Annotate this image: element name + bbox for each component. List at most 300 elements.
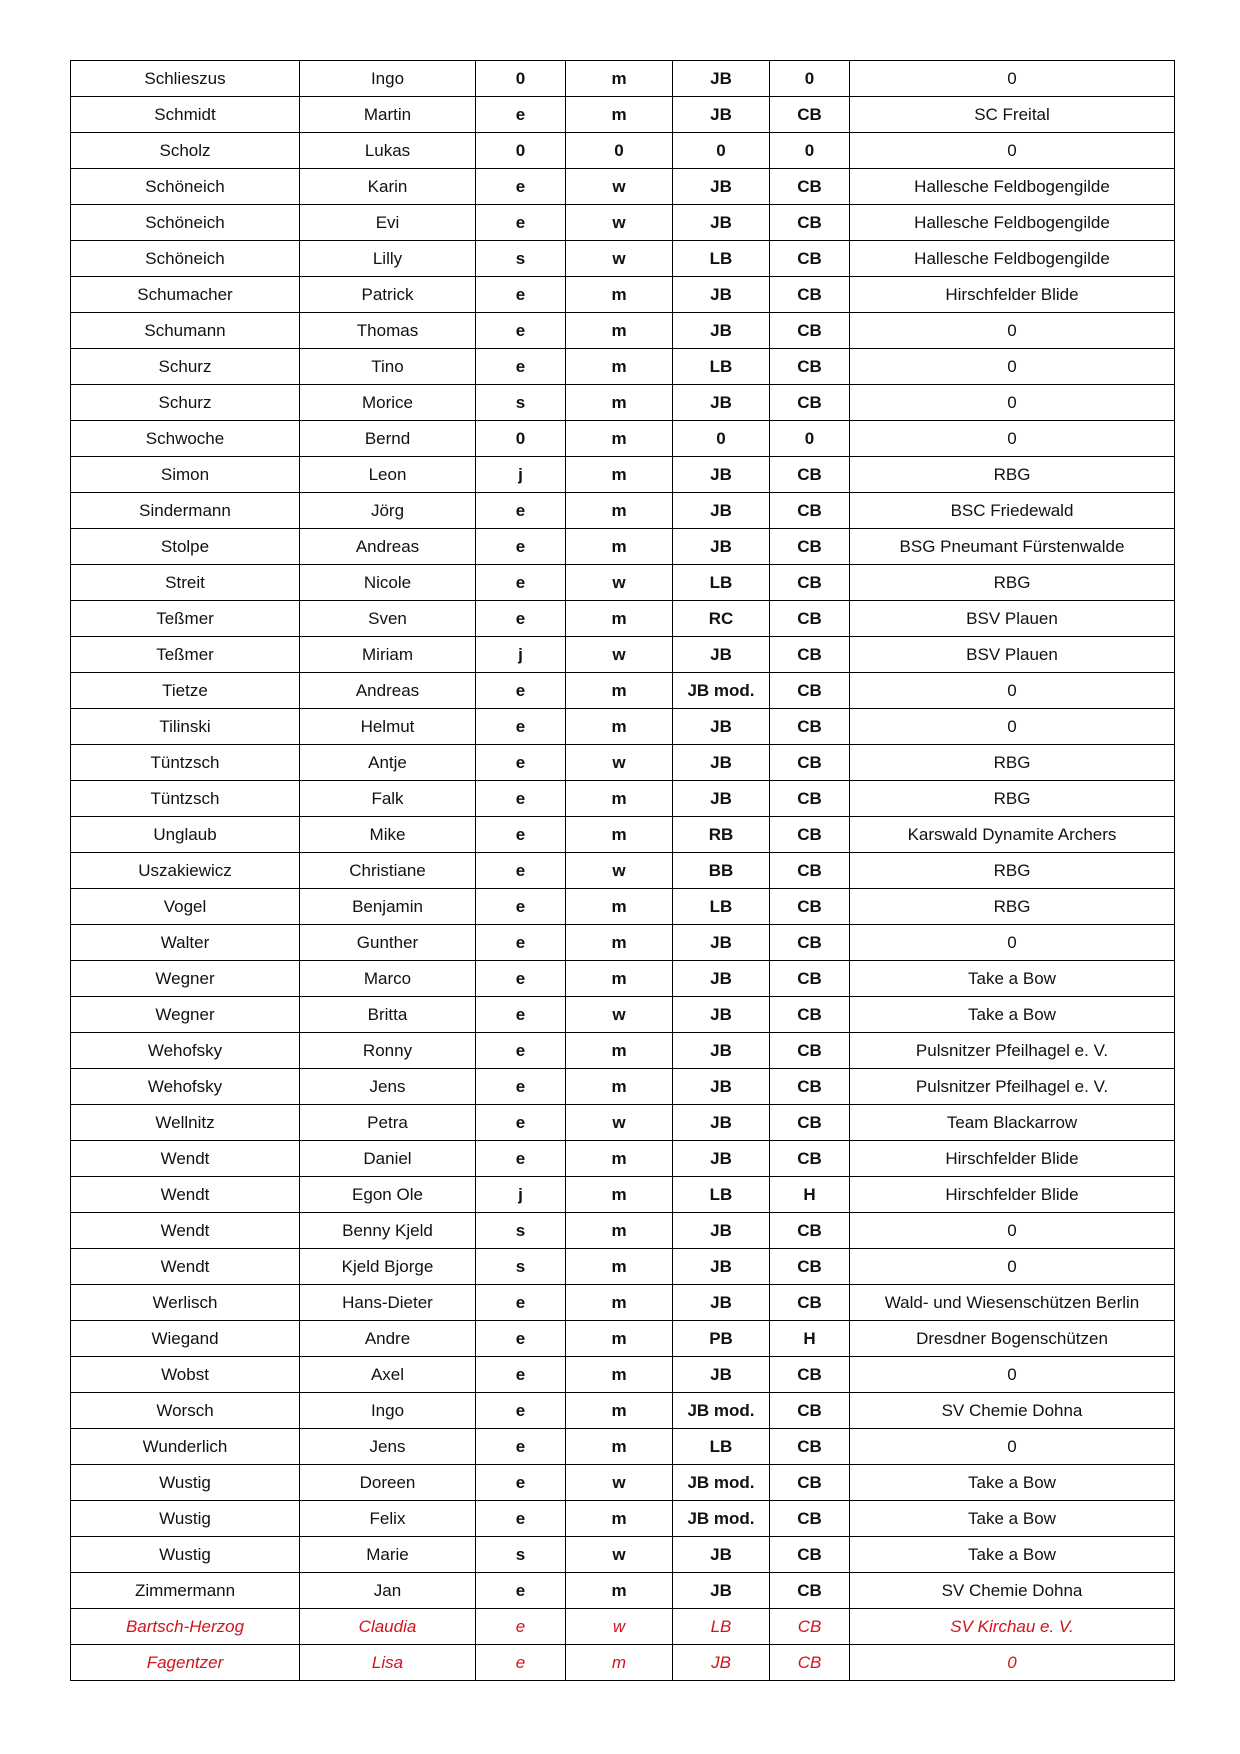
last-name-cell: Teßmer <box>71 637 300 673</box>
club-cell: RBG <box>850 781 1175 817</box>
table-row <box>71 745 1175 781</box>
table-row <box>71 1177 1175 1213</box>
division-cell: 0 <box>770 133 850 169</box>
gender-cell: w <box>566 637 673 673</box>
class-code-cell: e <box>476 1645 566 1681</box>
last-name-cell: Wustig <box>71 1537 300 1573</box>
class-code-cell: e <box>476 1393 566 1429</box>
last-name-cell: Teßmer <box>71 601 300 637</box>
division-cell: CB <box>770 493 850 529</box>
table-row <box>71 781 1175 817</box>
bow-type-cell: 0 <box>673 133 770 169</box>
table-row <box>71 1573 1175 1609</box>
first-name-cell: Ingo <box>300 61 476 97</box>
club-cell: 0 <box>850 385 1175 421</box>
bow-type-cell: LB <box>673 1429 770 1465</box>
club-cell: 0 <box>850 709 1175 745</box>
bow-type-cell: JB mod. <box>673 1393 770 1429</box>
club-cell: Take a Bow <box>850 1537 1175 1573</box>
bow-type-cell: JB <box>673 493 770 529</box>
first-name-cell: Gunther <box>300 925 476 961</box>
first-name-cell: Claudia <box>300 1609 476 1645</box>
bow-type-cell: JB <box>673 925 770 961</box>
club-cell: Hirschfelder Blide <box>850 1177 1175 1213</box>
table-row <box>71 133 1175 169</box>
club-cell: BSV Plauen <box>850 637 1175 673</box>
club-cell: SV Chemie Dohna <box>850 1393 1175 1429</box>
gender-cell: m <box>566 457 673 493</box>
class-code-cell: e <box>476 277 566 313</box>
gender-cell: m <box>566 385 673 421</box>
bow-type-cell: JB <box>673 277 770 313</box>
class-code-cell: e <box>476 781 566 817</box>
bow-type-cell: JB <box>673 1573 770 1609</box>
last-name-cell: Wegner <box>71 961 300 997</box>
division-cell: CB <box>770 961 850 997</box>
gender-cell: m <box>566 1177 673 1213</box>
table-row <box>71 385 1175 421</box>
bow-type-cell: JB <box>673 1285 770 1321</box>
last-name-cell: Wehofsky <box>71 1033 300 1069</box>
bow-type-cell: LB <box>673 889 770 925</box>
class-code-cell: e <box>476 565 566 601</box>
table-row <box>71 1321 1175 1357</box>
class-code-cell: 0 <box>476 421 566 457</box>
first-name-cell: Marie <box>300 1537 476 1573</box>
table-row-late-entry <box>71 1645 1175 1681</box>
club-cell: Pulsnitzer Pfeilhagel e. V. <box>850 1069 1175 1105</box>
division-cell: CB <box>770 313 850 349</box>
first-name-cell: Benjamin <box>300 889 476 925</box>
class-code-cell: e <box>476 1321 566 1357</box>
class-code-cell: s <box>476 1249 566 1285</box>
last-name-cell: Wustig <box>71 1501 300 1537</box>
division-cell: H <box>770 1177 850 1213</box>
last-name-cell: Fagentzer <box>71 1645 300 1681</box>
division-cell: CB <box>770 781 850 817</box>
first-name-cell: Jens <box>300 1429 476 1465</box>
first-name-cell: Patrick <box>300 277 476 313</box>
gender-cell: 0 <box>566 133 673 169</box>
participant-table <box>70 60 1175 1681</box>
division-cell: CB <box>770 169 850 205</box>
class-code-cell: e <box>476 349 566 385</box>
club-cell: SV Chemie Dohna <box>850 1573 1175 1609</box>
first-name-cell: Mike <box>300 817 476 853</box>
bow-type-cell: LB <box>673 1609 770 1645</box>
first-name-cell: Helmut <box>300 709 476 745</box>
bow-type-cell: JB <box>673 1033 770 1069</box>
club-cell: 0 <box>850 133 1175 169</box>
first-name-cell: Benny Kjeld <box>300 1213 476 1249</box>
last-name-cell: Unglaub <box>71 817 300 853</box>
last-name-cell: Simon <box>71 457 300 493</box>
bow-type-cell: JB mod. <box>673 1465 770 1501</box>
bow-type-cell: JB <box>673 1069 770 1105</box>
gender-cell: m <box>566 1645 673 1681</box>
first-name-cell: Doreen <box>300 1465 476 1501</box>
bow-type-cell: JB <box>673 745 770 781</box>
club-cell: 0 <box>850 61 1175 97</box>
club-cell: Pulsnitzer Pfeilhagel e. V. <box>850 1033 1175 1069</box>
club-cell: Take a Bow <box>850 1501 1175 1537</box>
club-cell: Karswald Dynamite Archers <box>850 817 1175 853</box>
last-name-cell: Wunderlich <box>71 1429 300 1465</box>
last-name-cell: Scholz <box>71 133 300 169</box>
gender-cell: m <box>566 1069 673 1105</box>
first-name-cell: Lukas <box>300 133 476 169</box>
class-code-cell: e <box>476 1285 566 1321</box>
division-cell: CB <box>770 673 850 709</box>
first-name-cell: Jörg <box>300 493 476 529</box>
bow-type-cell: JB <box>673 1213 770 1249</box>
division-cell: CB <box>770 1645 850 1681</box>
club-cell: RBG <box>850 457 1175 493</box>
table-row <box>71 709 1175 745</box>
club-cell: 0 <box>850 1429 1175 1465</box>
last-name-cell: Wendt <box>71 1177 300 1213</box>
first-name-cell: Egon Ole <box>300 1177 476 1213</box>
gender-cell: m <box>566 421 673 457</box>
club-cell: Hallesche Feldbogengilde <box>850 205 1175 241</box>
last-name-cell: Wendt <box>71 1213 300 1249</box>
first-name-cell: Thomas <box>300 313 476 349</box>
table-row <box>71 277 1175 313</box>
club-cell: 0 <box>850 1213 1175 1249</box>
first-name-cell: Axel <box>300 1357 476 1393</box>
gender-cell: m <box>566 1141 673 1177</box>
division-cell: CB <box>770 925 850 961</box>
class-code-cell: j <box>476 457 566 493</box>
gender-cell: w <box>566 241 673 277</box>
club-cell: RBG <box>850 745 1175 781</box>
table-row <box>71 241 1175 277</box>
class-code-cell: s <box>476 1213 566 1249</box>
table-row <box>71 1141 1175 1177</box>
gender-cell: w <box>566 565 673 601</box>
gender-cell: m <box>566 1033 673 1069</box>
class-code-cell: j <box>476 1177 566 1213</box>
class-code-cell: e <box>476 817 566 853</box>
club-cell: Hallesche Feldbogengilde <box>850 169 1175 205</box>
class-code-cell: e <box>476 1465 566 1501</box>
last-name-cell: Wustig <box>71 1465 300 1501</box>
division-cell: CB <box>770 1393 850 1429</box>
last-name-cell: Wobst <box>71 1357 300 1393</box>
class-code-cell: e <box>476 169 566 205</box>
class-code-cell: e <box>476 853 566 889</box>
last-name-cell: Walter <box>71 925 300 961</box>
club-cell: RBG <box>850 889 1175 925</box>
first-name-cell: Andre <box>300 1321 476 1357</box>
club-cell: 0 <box>850 1645 1175 1681</box>
division-cell: CB <box>770 349 850 385</box>
table-row <box>71 421 1175 457</box>
last-name-cell: Worsch <box>71 1393 300 1429</box>
table-row <box>71 1501 1175 1537</box>
club-cell: Wald- und Wiesenschützen Berlin <box>850 1285 1175 1321</box>
class-code-cell: s <box>476 385 566 421</box>
gender-cell: m <box>566 1285 673 1321</box>
club-cell: Team Blackarrow <box>850 1105 1175 1141</box>
class-code-cell: e <box>476 1033 566 1069</box>
gender-cell: w <box>566 1537 673 1573</box>
gender-cell: m <box>566 709 673 745</box>
table-row <box>71 1285 1175 1321</box>
class-code-cell: s <box>476 1537 566 1573</box>
last-name-cell: Schwoche <box>71 421 300 457</box>
division-cell: CB <box>770 1141 850 1177</box>
gender-cell: m <box>566 313 673 349</box>
table-row <box>71 529 1175 565</box>
bow-type-cell: JB <box>673 313 770 349</box>
gender-cell: w <box>566 745 673 781</box>
gender-cell: w <box>566 1609 673 1645</box>
class-code-cell: e <box>476 961 566 997</box>
bow-type-cell: LB <box>673 565 770 601</box>
first-name-cell: Leon <box>300 457 476 493</box>
gender-cell: m <box>566 1357 673 1393</box>
table-row <box>71 889 1175 925</box>
table-row <box>71 1357 1175 1393</box>
class-code-cell: 0 <box>476 133 566 169</box>
gender-cell: m <box>566 61 673 97</box>
bow-type-cell: JB <box>673 1357 770 1393</box>
division-cell: CB <box>770 1465 850 1501</box>
gender-cell: m <box>566 1429 673 1465</box>
gender-cell: m <box>566 817 673 853</box>
table-row <box>71 349 1175 385</box>
last-name-cell: Wendt <box>71 1141 300 1177</box>
last-name-cell: Schmidt <box>71 97 300 133</box>
class-code-cell: e <box>476 1141 566 1177</box>
last-name-cell: Tilinski <box>71 709 300 745</box>
last-name-cell: Schurz <box>71 349 300 385</box>
club-cell: 0 <box>850 349 1175 385</box>
first-name-cell: Bernd <box>300 421 476 457</box>
gender-cell: m <box>566 493 673 529</box>
first-name-cell: Kjeld Bjorge <box>300 1249 476 1285</box>
division-cell: CB <box>770 1249 850 1285</box>
first-name-cell: Miriam <box>300 637 476 673</box>
table-row <box>71 601 1175 637</box>
first-name-cell: Ronny <box>300 1033 476 1069</box>
gender-cell: m <box>566 889 673 925</box>
table-row <box>71 1249 1175 1285</box>
club-cell: RBG <box>850 565 1175 601</box>
gender-cell: w <box>566 205 673 241</box>
gender-cell: w <box>566 169 673 205</box>
club-cell: BSC Friedewald <box>850 493 1175 529</box>
first-name-cell: Ingo <box>300 1393 476 1429</box>
club-cell: Dresdner Bogenschützen <box>850 1321 1175 1357</box>
bow-type-cell: JB <box>673 529 770 565</box>
gender-cell: w <box>566 853 673 889</box>
class-code-cell: e <box>476 709 566 745</box>
division-cell: CB <box>770 709 850 745</box>
class-code-cell: e <box>476 1501 566 1537</box>
club-cell: SV Kirchau e. V. <box>850 1609 1175 1645</box>
class-code-cell: e <box>476 745 566 781</box>
table-row <box>71 997 1175 1033</box>
bow-type-cell: JB <box>673 1141 770 1177</box>
division-cell: 0 <box>770 421 850 457</box>
last-name-cell: Schumann <box>71 313 300 349</box>
gender-cell: m <box>566 277 673 313</box>
club-cell: 0 <box>850 673 1175 709</box>
gender-cell: m <box>566 1321 673 1357</box>
division-cell: CB <box>770 637 850 673</box>
class-code-cell: e <box>476 493 566 529</box>
bow-type-cell: JB <box>673 1537 770 1573</box>
class-code-cell: e <box>476 97 566 133</box>
gender-cell: m <box>566 97 673 133</box>
division-cell: CB <box>770 457 850 493</box>
first-name-cell: Karin <box>300 169 476 205</box>
class-code-cell: e <box>476 1105 566 1141</box>
gender-cell: m <box>566 529 673 565</box>
class-code-cell: e <box>476 313 566 349</box>
first-name-cell: Felix <box>300 1501 476 1537</box>
gender-cell: w <box>566 1105 673 1141</box>
first-name-cell: Falk <box>300 781 476 817</box>
bow-type-cell: JB <box>673 1645 770 1681</box>
last-name-cell: Vogel <box>71 889 300 925</box>
division-cell: CB <box>770 745 850 781</box>
table-row <box>71 1069 1175 1105</box>
division-cell: CB <box>770 1609 850 1645</box>
last-name-cell: Wiegand <box>71 1321 300 1357</box>
last-name-cell: Tietze <box>71 673 300 709</box>
first-name-cell: Andreas <box>300 529 476 565</box>
table-row <box>71 637 1175 673</box>
division-cell: H <box>770 1321 850 1357</box>
first-name-cell: Andreas <box>300 673 476 709</box>
bow-type-cell: JB mod. <box>673 1501 770 1537</box>
last-name-cell: Tüntzsch <box>71 781 300 817</box>
last-name-cell: Schöneich <box>71 241 300 277</box>
division-cell: CB <box>770 1033 850 1069</box>
division-cell: CB <box>770 1285 850 1321</box>
class-code-cell: e <box>476 925 566 961</box>
table-row <box>71 961 1175 997</box>
table-row <box>71 1429 1175 1465</box>
division-cell: CB <box>770 205 850 241</box>
first-name-cell: Jan <box>300 1573 476 1609</box>
club-cell: 0 <box>850 925 1175 961</box>
table-row <box>71 853 1175 889</box>
gender-cell: w <box>566 997 673 1033</box>
last-name-cell: Wendt <box>71 1249 300 1285</box>
last-name-cell: Schlieszus <box>71 61 300 97</box>
table-row-late-entry <box>71 1609 1175 1645</box>
class-code-cell: e <box>476 205 566 241</box>
first-name-cell: Hans-Dieter <box>300 1285 476 1321</box>
gender-cell: m <box>566 601 673 637</box>
class-code-cell: e <box>476 673 566 709</box>
gender-cell: m <box>566 1501 673 1537</box>
division-cell: CB <box>770 1105 850 1141</box>
club-cell: 0 <box>850 1357 1175 1393</box>
bow-type-cell: LB <box>673 349 770 385</box>
last-name-cell: Werlisch <box>71 1285 300 1321</box>
bow-type-cell: JB <box>673 61 770 97</box>
class-code-cell: e <box>476 1429 566 1465</box>
first-name-cell: Britta <box>300 997 476 1033</box>
table-row <box>71 925 1175 961</box>
first-name-cell: Lisa <box>300 1645 476 1681</box>
last-name-cell: Uszakiewicz <box>71 853 300 889</box>
class-code-cell: e <box>476 997 566 1033</box>
bow-type-cell: 0 <box>673 421 770 457</box>
gender-cell: m <box>566 1573 673 1609</box>
table-row <box>71 169 1175 205</box>
club-cell: SC Freital <box>850 97 1175 133</box>
first-name-cell: Nicole <box>300 565 476 601</box>
division-cell: CB <box>770 1069 850 1105</box>
table-row <box>71 1105 1175 1141</box>
bow-type-cell: JB <box>673 961 770 997</box>
last-name-cell: Tüntzsch <box>71 745 300 781</box>
class-code-cell: e <box>476 601 566 637</box>
last-name-cell: Schumacher <box>71 277 300 313</box>
table-row <box>71 205 1175 241</box>
bow-type-cell: PB <box>673 1321 770 1357</box>
last-name-cell: Zimmermann <box>71 1573 300 1609</box>
table-row <box>71 493 1175 529</box>
gender-cell: m <box>566 1249 673 1285</box>
first-name-cell: Petra <box>300 1105 476 1141</box>
gender-cell: m <box>566 673 673 709</box>
bow-type-cell: JB <box>673 169 770 205</box>
division-cell: CB <box>770 241 850 277</box>
class-code-cell: e <box>476 1357 566 1393</box>
division-cell: CB <box>770 565 850 601</box>
class-code-cell: 0 <box>476 61 566 97</box>
participant-table-body <box>71 61 1175 1681</box>
table-row <box>71 457 1175 493</box>
last-name-cell: Streit <box>71 565 300 601</box>
last-name-cell: Bartsch-Herzog <box>71 1609 300 1645</box>
last-name-cell: Wellnitz <box>71 1105 300 1141</box>
class-code-cell: e <box>476 889 566 925</box>
club-cell: Take a Bow <box>850 961 1175 997</box>
division-cell: CB <box>770 529 850 565</box>
bow-type-cell: JB mod. <box>673 673 770 709</box>
class-code-cell: s <box>476 241 566 277</box>
club-cell: BSG Pneumant Fürstenwalde <box>850 529 1175 565</box>
club-cell: RBG <box>850 853 1175 889</box>
table-row <box>71 1033 1175 1069</box>
gender-cell: m <box>566 349 673 385</box>
first-name-cell: Christiane <box>300 853 476 889</box>
table-row <box>71 97 1175 133</box>
club-cell: 0 <box>850 421 1175 457</box>
division-cell: CB <box>770 889 850 925</box>
bow-type-cell: LB <box>673 241 770 277</box>
bow-type-cell: JB <box>673 637 770 673</box>
club-cell: Take a Bow <box>850 997 1175 1033</box>
bow-type-cell: LB <box>673 1177 770 1213</box>
gender-cell: m <box>566 961 673 997</box>
table-row <box>71 1393 1175 1429</box>
bow-type-cell: JB <box>673 781 770 817</box>
club-cell: BSV Plauen <box>850 601 1175 637</box>
first-name-cell: Martin <box>300 97 476 133</box>
class-code-cell: e <box>476 1573 566 1609</box>
bow-type-cell: RB <box>673 817 770 853</box>
bow-type-cell: JB <box>673 205 770 241</box>
